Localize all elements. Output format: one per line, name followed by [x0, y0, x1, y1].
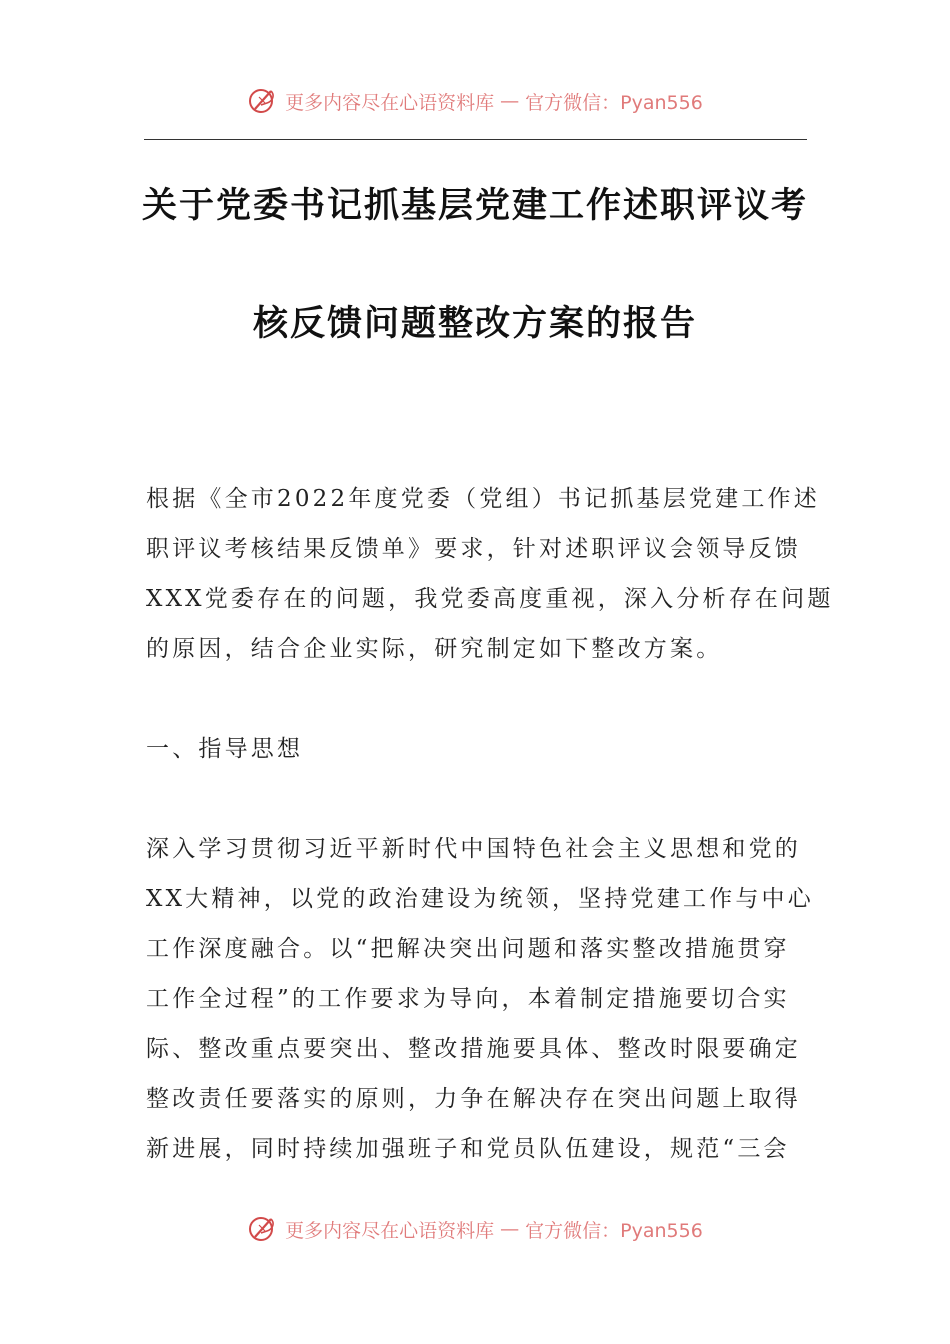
text-line: 新进展，同时持续加强班子和党员队伍建设，规范“三会	[146, 1136, 790, 1162]
watermark-separator: —	[500, 90, 520, 112]
watermark-text: 更多内容尽在心语资料库	[285, 1219, 495, 1242]
document-title-line-1: 关于党委书记抓基层党建工作述职评议考	[141, 185, 808, 226]
watermark-contact: 官方微信：Pyan556	[525, 1219, 703, 1242]
document-title-line-2: 核反馈问题整改方案的报告	[252, 303, 697, 344]
watermark-contact: 官方微信：Pyan556	[525, 91, 703, 114]
text-line: 深入学习贯彻习近平新时代中国特色社会主义思想和党的	[146, 836, 801, 862]
header-watermark	[0, 85, 950, 117]
quill-logo-icon	[247, 85, 279, 117]
section-heading-guiding-thought	[146, 724, 806, 774]
text-line: XX大精神，以党的政治建设为统领，坚持党建工作与中心	[146, 886, 814, 912]
text-line: 工作全过程”的工作要求为导向，本着制定措施要切合实	[146, 986, 790, 1012]
text-line: 职评议考核结果反馈单》要求，针对述职评议会领导反馈	[146, 536, 801, 562]
header-divider	[144, 139, 807, 140]
intro-paragraph	[146, 474, 834, 674]
section-heading-text: 一、指导思想	[146, 736, 304, 762]
text-line: 工作深度融合。以“把解决突出问题和落实整改措施贯穿	[146, 936, 790, 962]
guiding-thought-paragraph	[146, 824, 814, 1174]
text-line: XXX党委存在的问题，我党委高度重视，深入分析存在问题	[146, 586, 834, 612]
watermark-separator: —	[500, 1218, 520, 1240]
text-line: 整改责任要落实的原则，力争在解决存在突出问题上取得	[146, 1086, 801, 1112]
quill-logo-icon	[247, 1213, 279, 1245]
watermark-text: 更多内容尽在心语资料库	[285, 91, 495, 114]
text-line: 的原因，结合企业实际，研究制定如下整改方案。	[146, 636, 723, 662]
text-line: 根据《全市2022年度党委（党组）书记抓基层党建工作述	[146, 486, 820, 512]
footer-watermark	[0, 1213, 950, 1245]
text-line: 际、整改重点要突出、整改措施要具体、整改时限要确定	[146, 1036, 801, 1062]
